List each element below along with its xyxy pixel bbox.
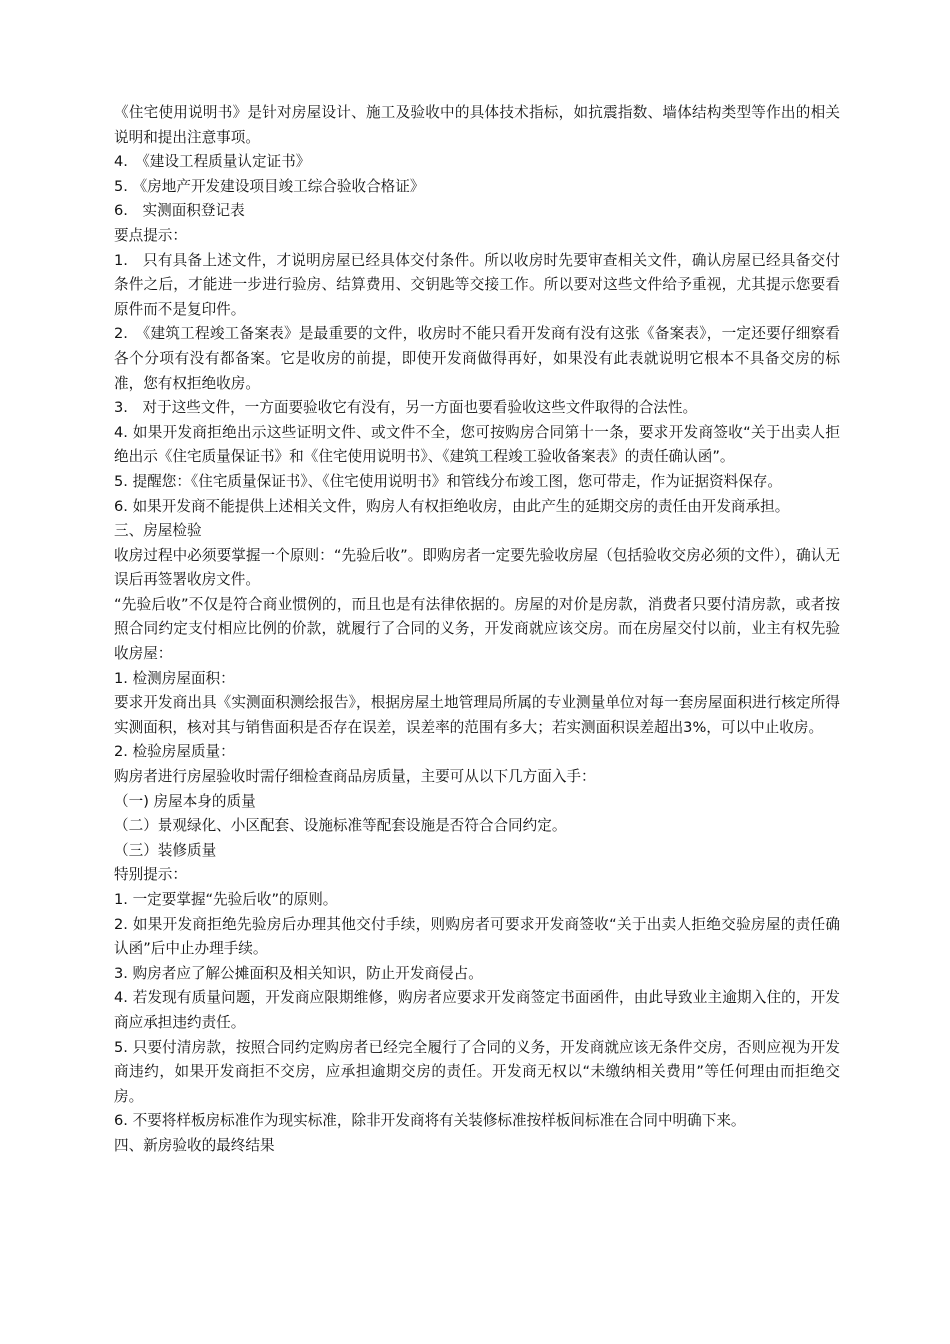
paragraph-manual-description: 《住宅使用说明书》是针对房屋设计、施工及验收中的具体技术指标，如抗震指数、墙体结构类型等作出的相关说明和提出注意事项。 [114,104,840,146]
section-heading-house-inspection: 三、房屋检验 [114,522,202,540]
paragraph: 要求开发商出具《实测面积测绘报告》，根据房屋土地管理局所属的专业测量单位对每一套房屋面积进行核定所得实测面积，核对其与销售面积是否存在误差，误差率的范围有多大；若实测面积误差超出3%，可以中止收房。 [114,694,840,736]
list-item: 4. 《建设工程质量认定证书》 [114,153,311,171]
list-item: 3. 购房者应了解公摊面积及相关知识，防止开发商侵占。 [114,964,483,982]
list-item: 2. 如果开发商拒绝先验房后办理其他交付手续，则购房者可要求开发商签收“关于出卖人拒绝交验房屋的责任确认函”后中止办理手续。 [114,915,840,958]
list-item: 5. 只要付清房款，按照合同约定购房者已经完全履行了合同的义务，开发商就应该无条件交房，否则应视为开发商违约，如果开发商拒不交房，应承担逾期交房的责任。开发商无权以“未缴纳相关费用”等任何理由而拒绝交房。 [114,1038,840,1105]
list-item: 1. 检测房屋面积： [114,669,235,687]
list-item: 6. 如果开发商不能提供上述相关文件，购房人有权拒绝收房，由此产生的延期交房的责任由开发商承担。 [114,497,790,515]
list-item: 1. 一定要掌握“先验后收”的原则。 [114,891,338,908]
list-item: 6. 实测面积登记表 [114,202,245,220]
list-item: （二）景观绿化、小区配套、设施标准等配套设施是否符合合同约定。 [114,817,567,835]
list-item: 2. 《建筑工程竣工备案表》是最重要的文件，收房时不能只看开发商有没有这张《备案表》，一定还要仔细察看各个分项有没有都备案。它是收房的前提，即使开发商做得再好，如果没有此表就说明它根本不具备交房的标准，您有权拒绝收房。 [114,325,840,392]
list-item: 5. 《房地产开发建设项目竣工综合验收合格证》 [114,177,425,195]
section-heading-final-result: 四、新房验收的最终结果 [114,1136,275,1154]
list-item: （三）装修质量 [114,841,217,859]
document-body [114,101,840,1159]
list-item: 1. 只有具备上述文件，才说明房屋已经具体交付条件。所以收房时先要审查相关文件，确认房屋已经具备交付条件之后，才能进一步进行验房、结算费用、交钥匙等交接工作。所以要对这些文件给予重视，尤其提示您要看原件而不是复印件。 [114,251,840,318]
list-item: 2. 检验房屋质量： [114,743,235,761]
list-item: 4. 如果开发商拒绝出示这些证明文件、或文件不全，您可按购房合同第十一条，要求开发商签收“关于出卖人拒绝出示《住宅质量保证书》和《住宅使用说明书》、《建筑工程竣工验收备案表》的责任确认函”。 [114,423,840,466]
paragraph: “先验后收”不仅是符合商业惯例的，而且也是有法律依据的。房屋的对价是房款，消费者只要付清房款，或者按照合同约定支付相应比例的价款，就履行了合同的义务，开发商就应该交房。而在房屋交付以前，业主有权先验收房屋： [114,595,840,663]
list-item: 6. 不要将样板房标准作为现实标准，除非开发商将有关装修标准按样板间标准在合同中明确下来。 [114,1112,746,1130]
list-item: 3. 对于这些文件，一方面要验收它有没有，另一方面也要看验收这些文件取得的合法性。 [114,399,698,417]
list-item: 5. 提醒您：《住宅质量保证书》、《住宅使用说明书》和管线分布竣工图，您可带走，作为证据资料保存。 [114,472,782,490]
section-label-key-points: 要点提示： [114,226,187,244]
paragraph: 购房者进行房屋验收时需仔细检查商品房质量，主要可从以下几方面入手： [114,768,596,786]
paragraph: 收房过程中必须要掌握一个原则：“先验后收”。即购房者一定要先验收房屋（包括验收交房必须的文件），确认无误后再签署收房文件。 [114,546,840,589]
list-item: （一) 房屋本身的质量 [114,792,256,810]
section-label-special-tips: 特别提示： [114,866,187,884]
list-item: 4. 若发现有质量问题，开发商应限期维修，购房者应要求开发商签定书面函件，由此导致业主逾期入住的，开发商应承担违约责任。 [114,989,840,1031]
